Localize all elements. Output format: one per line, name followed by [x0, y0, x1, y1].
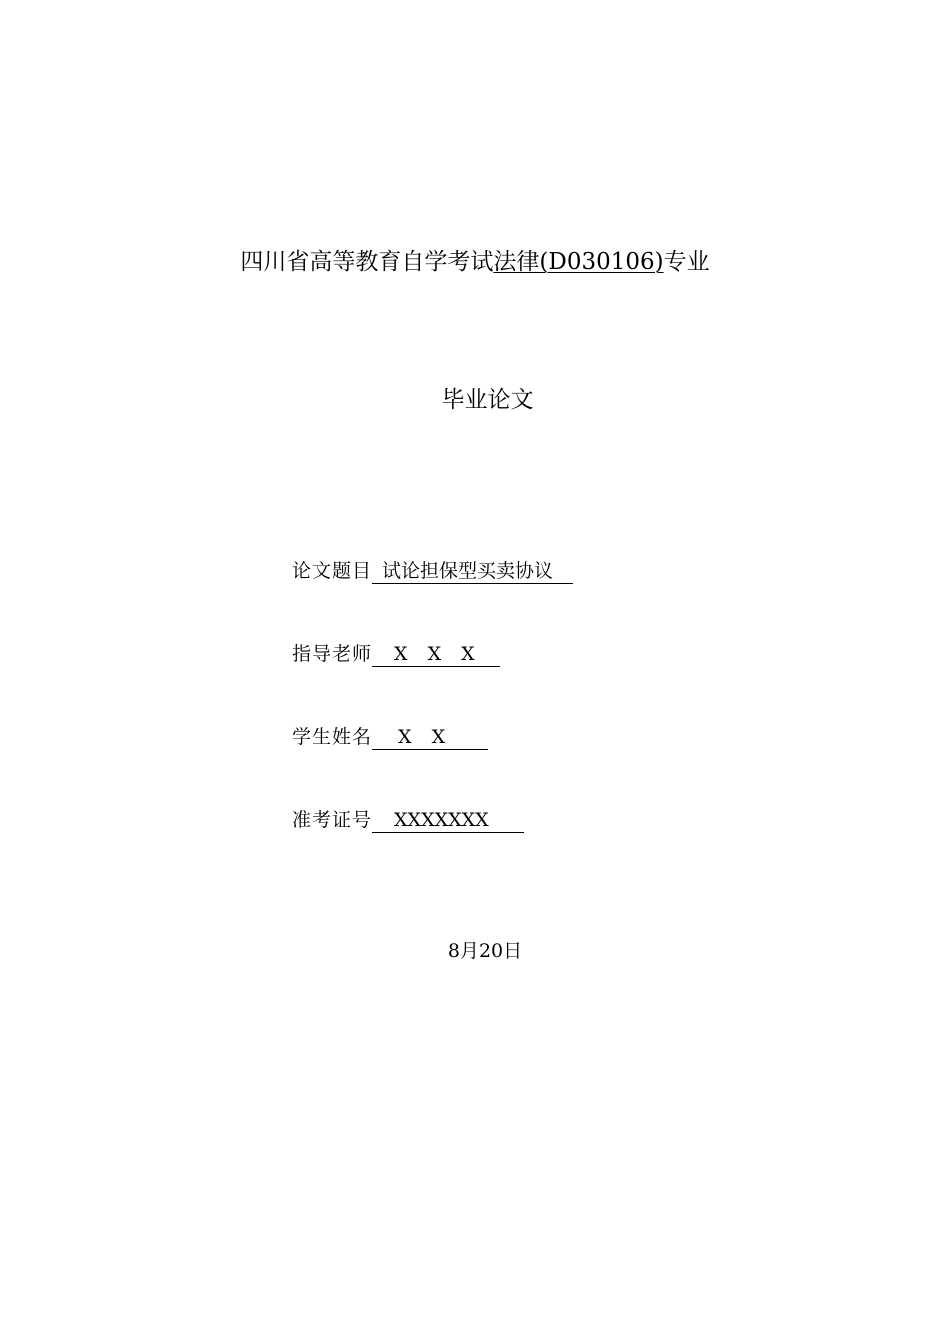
exam-id-field	[292, 807, 524, 833]
document-subtitle: 毕业论文	[441, 387, 534, 413]
title-prefix: 四川省高等教育自学考试	[240, 249, 494, 275]
student-name-label: 学生姓名	[292, 726, 373, 748]
title-major: 法律(D030106)	[493, 249, 664, 275]
exam-id-value: XXXXXXX	[372, 808, 524, 833]
thesis-topic-field	[292, 558, 573, 584]
advisor-label: 指导老师	[292, 643, 373, 665]
document-title	[0, 246, 950, 278]
document-date: 8月20日	[447, 940, 523, 962]
title-suffix: 专业	[663, 249, 710, 275]
student-name-value: X X	[372, 725, 488, 750]
student-name-field	[292, 724, 488, 750]
thesis-topic-value: 试论担保型买卖协议	[372, 559, 573, 584]
advisor-field	[292, 641, 500, 667]
thesis-topic-label: 论文题目	[292, 560, 373, 582]
exam-id-label: 准考证号	[292, 809, 373, 831]
advisor-value: X X X	[372, 642, 500, 667]
